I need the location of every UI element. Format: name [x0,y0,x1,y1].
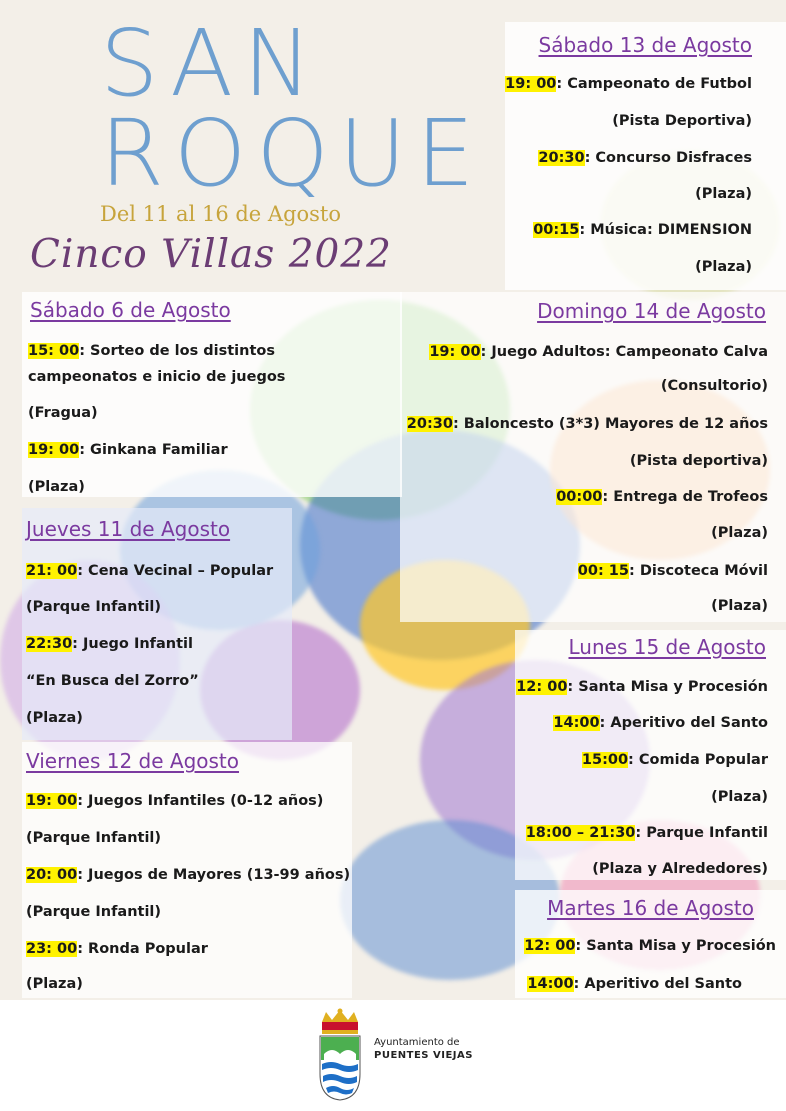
event-text: : Baloncesto (3*3) Mayores de 12 años [452,416,768,432]
municipality-line1: Ayuntamiento de [374,1037,460,1048]
event-time: 21: 00 [26,563,78,579]
day-heading-martes-16: Martes 16 de Agosto [547,896,754,920]
panel-left-sabado [22,292,402,497]
event-text: : Juego Infantil [72,636,193,652]
event-time: 20:30 [538,150,585,166]
event-text: : Ronda Popular [77,941,208,957]
title-san: SAN [100,10,322,117]
event-line [429,344,768,360]
event-line [556,489,768,505]
event-place: (Plaza) [26,710,83,726]
panel-left-jueves [22,508,292,740]
event-line [533,222,752,238]
event-text: : Sorteo de los distintos [79,343,275,359]
event-text: : Santa Misa y Procesión [575,938,776,954]
event-text: : Concurso Disfraces [584,150,752,166]
event-time: 12: 00 [516,679,568,695]
event-text: : Parque Infantil [635,825,768,841]
event-time: 00:15 [533,222,580,238]
event-line [553,715,768,731]
event-place: (Parque Infantil) [26,904,162,920]
event-place: (Plaza) [711,598,768,614]
event-line [538,150,752,166]
event-line [26,793,323,809]
event-time: 20: 00 [26,867,78,883]
day-heading-jueves-11: Jueves 11 de Agosto [26,517,231,541]
event-time: 23: 00 [26,941,78,957]
event-text: : Discoteca Móvil [628,563,768,579]
event-time: 19: 00 [505,76,557,92]
municipality-name [374,1036,473,1062]
event-line [28,442,228,458]
event-time: 22:30 [26,636,73,652]
event-text: : Juegos de Mayores (13-99 años) [77,867,351,883]
event-line [526,825,768,841]
event-text: : Aperitivo del Santo [573,976,742,992]
event-place: (Parque Infantil) [26,599,162,615]
event-place: (Pista deportiva) [629,453,768,469]
event-place: (Pista Deportiva) [612,113,752,129]
title-roque: ROQUE [100,100,485,207]
event-place: (Plaza) [695,186,752,202]
event-line [582,752,768,768]
event-time: 12: 00 [524,938,576,954]
day-heading-sabado-6: Sábado 6 de Agosto [30,298,231,322]
event-line [28,343,275,359]
event-line [516,679,768,695]
event-time: 00:00 [556,489,603,505]
day-heading-sabado-13: Sábado 13 de Agosto [538,33,752,57]
footer [0,1000,786,1111]
event-line [527,976,742,992]
title-dates: Del 11 al 16 de Agosto [100,202,342,226]
event-place: (Fragua) [28,405,98,421]
event-text: : Ginkana Familiar [79,442,228,458]
event-time: 19: 00 [28,442,80,458]
event-place: (Plaza) [695,259,752,275]
event-line [26,941,208,957]
municipality-line2: PUENTES VIEJAS [374,1050,473,1061]
event-text: : Santa Misa y Procesión [567,679,768,695]
event-text: : Cena Vecinal – Popular [77,563,274,579]
event-time: 18:00 – 21:30 [525,825,636,841]
event-place: (Plaza) [711,789,768,805]
event-place: (Plaza y Alrededores) [592,861,768,877]
event-text: : Comida Popular [628,752,768,768]
event-text: : Juego Adultos: Campeonato Calva [480,344,768,360]
event-time: 15:00 [581,752,629,768]
event-place: (Plaza) [26,976,83,992]
day-heading-lunes-15: Lunes 15 de Agosto [568,635,766,659]
event-text: : Música: DIMENSION [579,222,752,238]
event-time: 15: 00 [28,343,80,359]
event-text: : Campeonato de Futbol [556,76,752,92]
municipal-crest-icon [316,1008,364,1102]
event-text: : Aperitivo del Santo [599,715,768,731]
day-heading-viernes-12: Viernes 12 de Agosto [26,749,240,773]
event-place: (Plaza) [711,525,768,541]
event-line [26,636,193,652]
event-text: : Entrega de Trofeos [602,489,768,505]
event-line [407,416,768,432]
event-line [26,563,273,579]
event-time: 19: 00 [429,344,481,360]
event-text-cont: “En Busca del Zorro” [26,673,199,689]
event-time: 14:00 [553,715,600,731]
event-line [524,938,776,954]
day-heading-domingo-14: Domingo 14 de Agosto [537,299,766,323]
event-place: (Plaza) [28,479,85,495]
event-line [26,867,350,883]
event-line [505,76,752,92]
event-time: 20:30 [406,416,453,432]
event-time: 14:00 [527,976,574,992]
event-time: 19: 00 [26,793,78,809]
event-time: 00: 15 [577,563,629,579]
event-line [578,563,768,579]
event-text: : Juegos Infantiles (0-12 años) [77,793,324,809]
event-text-cont: campeonatos e inicio de juegos [28,369,286,385]
title-village: Cinco Villas 2022 [30,232,392,277]
event-place: (Consultorio) [660,378,768,394]
event-place: (Parque Infantil) [26,830,162,846]
